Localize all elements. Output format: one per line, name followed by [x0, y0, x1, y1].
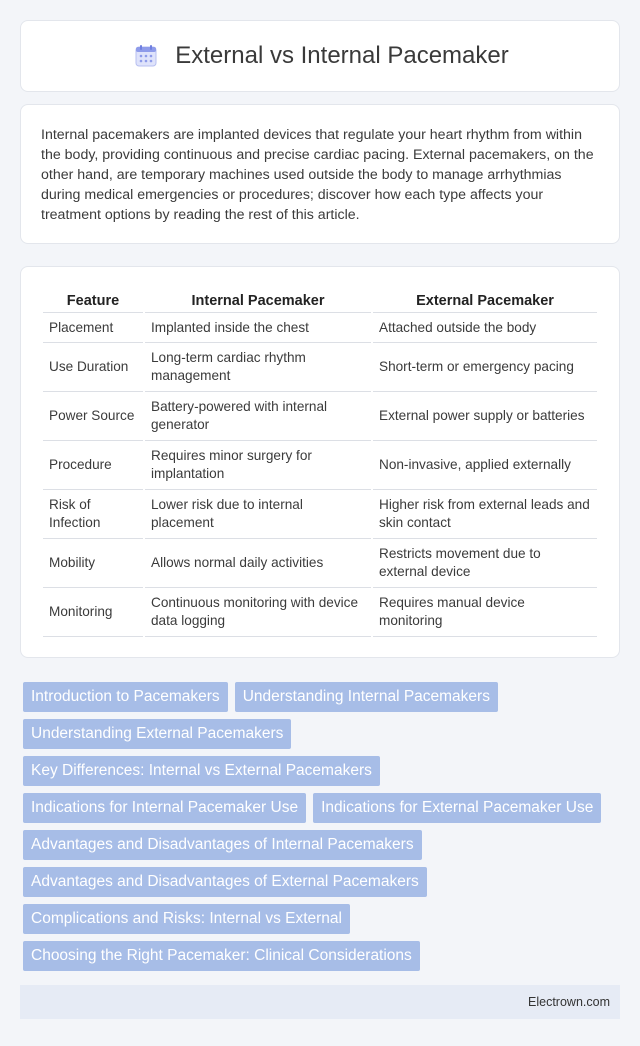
table-cell: Use Duration	[43, 343, 143, 392]
table-cell: Procedure	[43, 441, 143, 490]
table-cell: Higher risk from external leads and skin contact	[373, 490, 597, 539]
table-row	[43, 343, 597, 392]
table-cell: Lower risk due to internal placement	[145, 490, 371, 539]
footer	[20, 985, 620, 1019]
table-cell: Long-term cardiac rhythm management	[145, 343, 371, 392]
intro-text: Internal pacemakers are implanted devices that regulate your heart rhythm from within the body, providing continuous and precise cardiac pacing. External pacemakers, on the other hand, are temporary machines used outside the body to manage arrhythmias during medical emergencies or procedures; discover how each type affects your treatment options by reading the rest of this article.	[41, 127, 594, 223]
table-cell: Monitoring	[43, 588, 143, 637]
table-cell: Power Source	[43, 392, 143, 441]
table-row	[43, 490, 597, 539]
link-indications-internal[interactable]: Indications for Internal Pacemaker Use	[23, 793, 306, 823]
page-title: External vs Internal Pacemaker	[175, 42, 509, 69]
table-cell: External power supply or batteries	[373, 392, 597, 441]
comparison-table-card	[20, 266, 620, 658]
column-header-internal: Internal Pacemaker	[145, 289, 371, 313]
table-cell: Battery-powered with internal generator	[145, 392, 371, 441]
link-introduction[interactable]: Introduction to Pacemakers	[23, 682, 228, 712]
table-cell: Attached outside the body	[373, 313, 597, 343]
intro-card	[20, 104, 620, 244]
table-cell: Non-invasive, applied externally	[373, 441, 597, 490]
comparison-table	[41, 289, 599, 637]
link-advantages-internal[interactable]: Advantages and Disadvantages of Internal Pacemakers	[23, 830, 422, 860]
table-cell: Requires minor surgery for implantation	[145, 441, 371, 490]
footer-site[interactable]: Electrown.com	[528, 995, 610, 1009]
table-row	[43, 588, 597, 637]
table-cell: Continuous monitoring with device data logging	[145, 588, 371, 637]
table-header-row	[43, 289, 597, 313]
table-cell: Restricts movement due to external device	[373, 539, 597, 588]
column-header-external: External Pacemaker	[373, 289, 597, 313]
table-cell: Mobility	[43, 539, 143, 588]
related-links	[20, 682, 620, 971]
link-choosing[interactable]: Choosing the Right Pacemaker: Clinical Considerations	[23, 941, 420, 971]
link-understanding-internal[interactable]: Understanding Internal Pacemakers	[235, 682, 498, 712]
table-cell: Placement	[43, 313, 143, 343]
column-header-feature: Feature	[43, 289, 143, 313]
table-cell: Allows normal daily activities	[145, 539, 371, 588]
table-row	[43, 441, 597, 490]
calendar-icon	[131, 41, 161, 71]
table-row	[43, 313, 597, 343]
table-cell: Risk of Infection	[43, 490, 143, 539]
link-advantages-external[interactable]: Advantages and Disadvantages of External Pacemakers	[23, 867, 427, 897]
table-cell: Requires manual device monitoring	[373, 588, 597, 637]
table-cell: Implanted inside the chest	[145, 313, 371, 343]
link-key-differences[interactable]: Key Differences: Internal vs External Pacemakers	[23, 756, 380, 786]
table-cell: Short-term or emergency pacing	[373, 343, 597, 392]
link-complications[interactable]: Complications and Risks: Internal vs External	[23, 904, 350, 934]
link-understanding-external[interactable]: Understanding External Pacemakers	[23, 719, 291, 749]
table-row	[43, 392, 597, 441]
title-card	[20, 20, 620, 92]
table-row	[43, 539, 597, 588]
link-indications-external[interactable]: Indications for External Pacemaker Use	[313, 793, 601, 823]
